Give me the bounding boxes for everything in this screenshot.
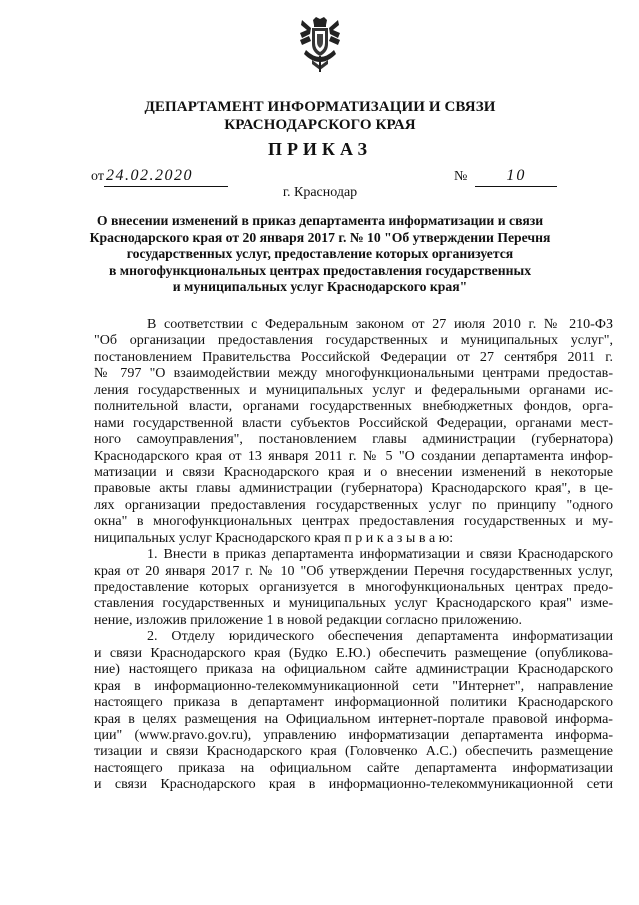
body-line: "Об организации предоставления государственных и муниципальных услуг", [94,332,613,349]
body-line: тизации и связи Краснодарского края (Головченко А.С.) обеспечить размещение [94,743,613,760]
order-body-text [94,316,613,793]
body-line: края от 20 января 2017 г. № 10 "Об утверждении Перечня государственных услуг, [94,562,613,579]
subject-line: в многофункциональных центрах предоставления государственных [108,262,532,278]
date-prefix: от [91,169,104,184]
number-prefix: № [454,169,468,184]
body-line: полнительной власти, органами государственных внебюджетных фондов, орга- [94,398,613,415]
department-name-line2: КРАСНОДАРСКОГО КРАЯ [224,117,416,133]
city: г. Краснодар [282,185,358,200]
handwritten-number: 10 [475,166,557,187]
subject-line: Краснодарского края от 20 января 2017 г. № 10 "Об утверждении Перечня [89,229,551,245]
subject-line: государственных услуг, предоставление которых организуется [126,246,514,262]
body-line: настоящего приказа на официальном сайте департамента информатизации [94,759,613,776]
body-line: нение, изложив приложение 1 в новой редакции согласно приложению. [94,611,522,628]
body-line: Краснодарского края от 13 января 2011 г. № 5 "О создании департамента инфор- [94,447,613,464]
body-line: ставления государственных и муниципальных услуг Краснодарского края" изме- [94,595,613,612]
body-line: предоставление которых организуется в многофункциональных центрах предо- [94,579,613,595]
order-number [454,166,557,187]
body-line: края в целях размещения на Официальном интернет-портале правовой информа- [94,710,613,727]
body-line: постановлением Правительства Российской Федерации от 27 сентября 2011 г. [94,348,613,365]
body-line: нами государственной власти субъектов Российской Федерации, органами мест- [94,414,613,431]
body-line: 2. Отделу юридического обеспечения департамента информатизации [147,628,613,645]
order-title: ПРИКАЗ [267,139,373,159]
body-line: и связи Краснодарского края в информационно-телекоммуникационной сети [94,776,613,793]
subject-line: О внесении изменений в приказ департамента информатизации и связи [96,213,544,228]
body-line: ного самоуправления", постановлением главы администрации (губернатора) [94,431,613,448]
body-line: 1. Внести в приказ департамента информатизации и связи Краснодарского [147,546,613,563]
body-line: края в информационно-телекоммуникационной сети "Интернет", направление [94,677,613,694]
body-line: ления государственных и муниципальных услуг и федеральными органами ис- [94,381,613,398]
body-line: лях организации предоставления государственных услуг по принципу "одного [94,496,613,513]
department-name-line1: ДЕПАРТАМЕНТ ИНФОРМАТИЗАЦИИ И СВЯЗИ [144,99,496,115]
krasnodar-coat-of-arms-icon [298,16,342,74]
body-line: правовые акты главы администрации (губернатора) Краснодарского края", в це- [94,480,613,497]
body-line: настоящего приказа в департамент информационной политики Краснодарского [94,694,613,711]
order-date [91,166,228,187]
body-line: матизации и связи Краснодарского края и о внесении изменений в некоторые [94,463,613,480]
body-line: окна" в многофункциональных центрах предоставления государственных и му- [94,513,613,530]
subject-line: и муниципальных услуг Краснодарского края" [172,279,468,295]
body-line: ниципальных услуг Краснодарского края п р и к а з ы в а ю: [94,529,454,546]
body-line: ние) настоящего приказа на официальном сайте администрации Краснодарского [94,661,613,678]
body-line: В соответствии с Федеральным законом от 27 июля 2010 г. № 210-ФЗ [147,316,613,332]
body-line: и связи Краснодарского края (Будко Е.Ю.) обеспечить размещение (опубликова- [94,644,613,661]
order-subject [86,213,554,296]
body-line: № 797 "О взаимодействии между многофункциональными центрами предостав- [94,365,613,382]
body-line: ции" (www.pravo.gov.ru), управлению информатизации департамента информа- [94,726,613,743]
handwritten-date: 24.02.2020 [104,166,228,187]
